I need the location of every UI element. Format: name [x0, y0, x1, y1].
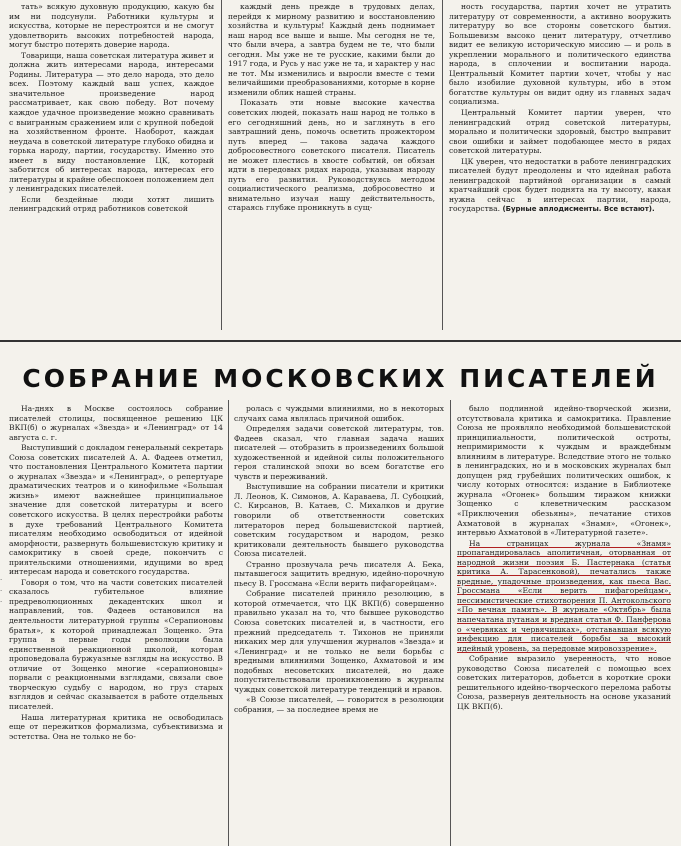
top-col1-para-2: Товарищи, наша советская литература живет и должна жить интересами народа, интересами Родины. Литература — это дело народа, это дело всех. Поэтому каждый ваш успех, каждое значительное произведение народ рассматривает, как свою победу. Вот почему каждое удачное произведение можно сравнивать с выигранным сражением или с крупной победой на хозяйственном фронте. Наоборот, каждая неудача в советской литературе глубоко обидна и горька народу, партии, государству. Именно это имеет в виду постановление ЦК, который заботится об интересах народа, интересах его литературы и крайне обеспокоен положением дел у ленинградских писателей.: [9, 50, 214, 194]
top-col1-para-3: Если бездейные люди хотят лишить ленинградский отряд работников советской: [9, 194, 214, 214]
bottom-column-3: [457, 404, 671, 842]
bottom-col3-para-2: На страницах журнала «Знамя» пропагандировалась аполитичная, оторванная от народной жизни поэзия Б. Пастернака (статья критика А. Тарасенковой), печатались также вредные, упадочные произведения, как пьеса Вас. Гроссмана «Если верить пифагорейцам», пессимистические стихотворения П. Антокольского «По вечная память». В журнале «Октябрь» была напечатана путаная и вредная статья Ф. Панферова о «червяках и червячишках», отстававшая всякую инфекцию для писателей борьбы за высокий идейный уровень, за передовые мировоззрение».: [457, 538, 671, 653]
top-column-3: [449, 2, 671, 332]
page-headline: СОБРАНИЕ МОСКОВСКИХ ПИСАТЕЛЕЙ: [22, 364, 659, 393]
top-column-divider-1: [221, 0, 222, 330]
bottom-col2-para-2: Определяя задачи советской литературы, тов. Фадеев сказал, что главная задача наших писателей — отобразить в произведениях большой художественной и идейной силы положительного героя сталинской эпохи во всем богатстве его чувств и переживаний.: [234, 424, 444, 481]
bottom-column-1: [9, 404, 223, 842]
bottom-col1-para-2: Выступивший с докладом генеральный секретарь Союза советских писателей А. А. Фадеев отметил, что постановления Центрального Комитета партии о журналах «Звезда» и «Ленинград», о репертуаре драматических театров и о кинофильме «Большая жизнь» имеют важнейшее принципиальное значение для советской литературы и всего советского искусства. В целях перестройки работы в духе требований Центрального Комитета писателям необходимо освободиться от идейной аморфности, развернуть большевистскую критику и самокритику в своей среде, покончить с приятельскими отношениями, идущими во вред интересам народа и советского государства.: [9, 443, 223, 577]
bottom-column-divider-1: [228, 400, 229, 846]
bottom-col2-para-4: Странно прозвучала речь писателя А. Бека, пытавшегося защитить вредную, идейно-порочную пьесу В. Гроссмана «Если верить пифагорейцам».: [234, 559, 444, 588]
bottom-col1-para-3: Говоря о том, что на части советских писателей сказалось губительное влияние предреволюционных декадентских школ и направлений, тов. Фадеев остановился на деятельности литературной группы «Серапионовы братья», к которой принадлежал Зощенко. Эта группа в первые годы революции была единственной реакционной школой, которая проповедовала буржуазные взгляды на искусство. В отличие от Зощенко многие «серапионовцы» порвали с реакционными взглядами, связали свое творческую судьбу с народом, но груз старых взглядов и сейчас сказывается в работе отдельных писателей.: [9, 577, 223, 711]
applause-note: (Бурные аплодисменты. Все встают).: [502, 205, 655, 214]
margin-dot-2: ·: [0, 587, 3, 595]
bottom-column-2: [234, 404, 444, 842]
top-col3-para-3: [449, 157, 671, 215]
top-col2-para-1: каждый день прежде в трудовых делах, перейдя к мирному развитию и восстановлению хозяйства и культуры! Каждый день поднимает наш народ все выше и выше. Мы сегодня не те, что были вчера, а завтра будем не те, что были сегодня. Мы уже не те русские, какими были до 1917 года, и Русь у нас уже не та, и характер у нас не тот. Мы изменились и выросли вместе с теми величайшими преобразованиями, которые в корне изменили облик нашей страны.: [228, 2, 435, 97]
bottom-col1-para-1: На-днях в Москве состоялось собрание писателей столицы, посвященное решению ЦК ВКП(б) о журналах «Звезда» и «Ленинград» от 14 августа с. г.: [9, 404, 223, 442]
section-divider: [0, 340, 681, 342]
bottom-col1-para-4: Наша литературная критика не освободилась еще от пережитков формализма, субъективизма и эстетства. Она не только не бо-: [9, 712, 223, 741]
bottom-col2-para-6: «В Союзе писателей, — говорится в резолюции собрания, — за последнее время не: [234, 695, 444, 714]
bottom-col2-para-5: Собрание писателей приняло резолюцию, в которой отмечается, что ЦК ВКП(б) совершенно правильно указал на то, что бывшее руководство Союза советских писателей и, в частности, его прежний председатель т. Тихонов не приняли никаких мер для улучшения журналов «Звезда» и «Ленинград» и не только не вели борьбы с вредными влияниями Зощенко, Ахматовой и им подобных несоветских писателей, но даже попустительствовали проникновению в журналы чуждых советской литературе тенденций и нравов.: [234, 589, 444, 694]
bottom-col3-para-1: было подлинной идейно-творческой жизни, отсутствовала критика и самокритика. Правление Союза не проявляло необходимой большевистской принципиальности, политической остроты, непримиримости к чуждым и враждебным влияниям в литературе. Вследствие этого не только в ленинградских, но и в московских журналах был допущен ряд грубейших политических ошибок, к числу которых относятся: издание в Библиотеке журнала «Огонек» большим тиражом книжки Зощенко с клеветническим рассказом «Приключения обезьяны», печатание стихов Ахматовой в журналах «Знамя», «Огонек», интервью Ахматовой в «Литературной газете».: [457, 404, 671, 538]
top-column-2: [228, 2, 435, 327]
margin-dot-1: ·: [0, 576, 3, 584]
top-col1-para-1: тать» всякую духовную продукцию, какую бы им ни подсунули. Работники культуры и искусства, которые не перестроятся и не смогут удовлетворить высоких потребностей народа, могут быстро потерять доверие народа.: [9, 2, 214, 50]
bottom-col3-para-3: Собрание выразило уверенность, что новое руководство Союза писателей с помощью всех советских литераторов, добьется в короткие сроки решительного идейно-творческого перелома работы Союза, развернув деятельность на основе указаний ЦК ВКП(б).: [457, 654, 671, 711]
top-col3-para-3-text: ЦК уверен, что недостатки в работе ленинградских писателей будут преодолены и что идейная работа ленинградской партийной организации в самый кратчайший срок будет поднята на ту высоту, какая нужна сейчас в интересах партии, народа, государства.: [449, 156, 671, 214]
top-column-divider-2: [442, 0, 443, 330]
top-col3-para-1: ность государства, партия хочет не утратить литературу от современности, а активно вооружить литературу во все стороны советского бытия. Большевизм высоко ценит литературу, отчетливо видит ее великую историческую миссию — и роль в укреплении морального и политического единства народа, в сплочении и воспитании народа. Центральный Комитет партии хочет, чтобы у нас было изобилие духовной культуры, ибо в этом богатстве культуры он видит одну из главных задач социализма.: [449, 2, 671, 107]
margin-artifacts: [0, 575, 6, 608]
top-col2-para-2: Показать эти новые высокие качества советских людей, показать наш народ не только в его сегодняшний день, но и заглянуть в его завтрашний день, помочь осветить прожектором путь вперед — такова задача каждого добросовестного советского писателя. Писатель не может плестись в хвосте событий, он обязан идти в передовых рядах народа, указывая народу путь его развития. Руководствуясь методом социалистического реализма, добросовестно и внимательно изучая нашу действительность, стараясь глубже проникнуть в сущ-: [228, 98, 435, 213]
top-column-1: [9, 2, 214, 327]
bottom-col2-para-1: ролась с чуждыми влияниями, но в некоторых случаях сама являлась причиной ошибок.: [234, 404, 444, 423]
top-col3-para-2: Центральный Комитет партии уверен, что ленинградский отряд советской литературы, морально и политически здоровый, быстро выправит свои ошибки и займет подобающее место в рядах советской литературы.: [449, 108, 671, 156]
bottom-col2-para-3: Выступившие на собрании писатели и критики Л. Леонов, К. Симонов, А. Караваева, Л. Субоцкий, С. Кирсанов, В. Катаев, С. Михалков и другие говорили об ответственности советских литераторов перед большевистской партией, советским государством и народом, резко критиковали деятельность бывшего руководства Союза писателей.: [234, 482, 444, 559]
bottom-column-divider-2: [450, 400, 451, 846]
margin-dot-3: ·: [0, 598, 3, 606]
